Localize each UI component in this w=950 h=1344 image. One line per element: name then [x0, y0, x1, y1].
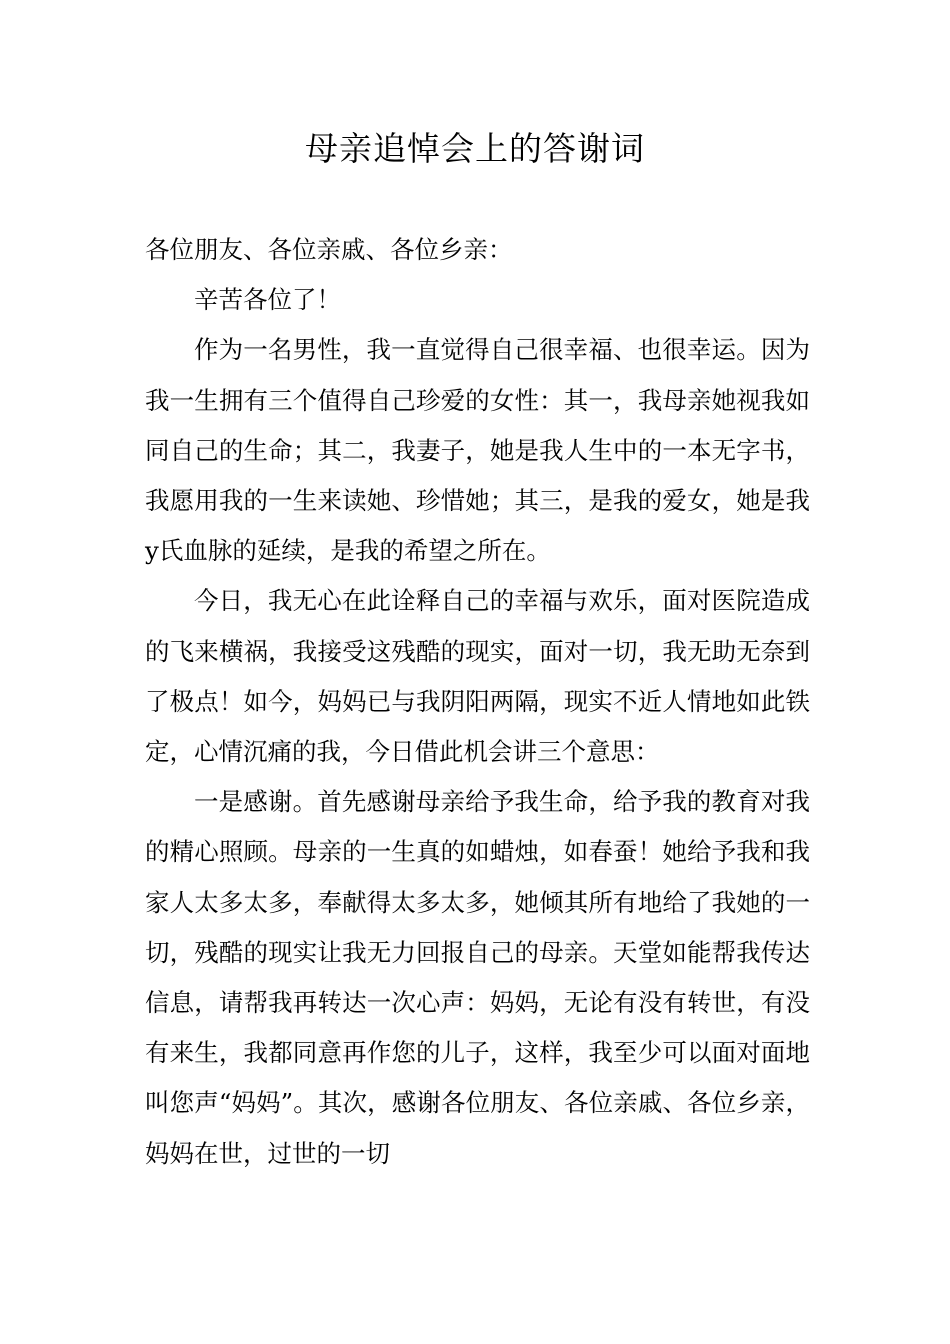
document-body: [145, 225, 810, 1179]
salutation: 各位朋友、各位亲戚、各位乡亲：: [145, 235, 513, 264]
paragraph-today: 今日，我无心在此诠释自己的幸福与欢乐，面对医院造成的飞来横祸，我接受这残酷的现实，面对一切，我无助无奈到了极点！如今，妈妈已与我阴阳两隔，现实不近人情地如此铁定，心情沉痛的我，今日借此机会讲三个意思：: [145, 586, 810, 767]
document-title: 母亲追悼会上的答谢词: [305, 129, 645, 168]
paragraph-thanks: 一是感谢。首先感谢母亲给予我生命，给予我的教育对我的精心照顾。母亲的一生真的如蜡烛，如春蚕！她给予我和我家人太多太多，奉献得太多太多，她倾其所有地给了我她的一切，残酷的现实让我无力回报自己的母亲。天堂如能帮我传达信息，请帮我再转达一次心声：妈妈，无论有没有转世，有没有来生，我都同意再作您的儿子，这样，我至少可以面对面地叫您声“妈妈”。其次，感谢各位朋友、各位亲戚、各位乡亲，妈妈在世，过世的一切: [145, 787, 810, 1168]
paragraph-greeting: 辛苦各位了！: [194, 285, 341, 315]
paragraph-three-women: 作为一名男性，我一直觉得自己很幸福、也很幸运。因为我一生拥有三个值得自己珍爱的女性：其一，我母亲她视我如同自己的生命；其二，我妻子，她是我人生中的一本无字书，我愿用我的一生来读她、珍惜她；其三，是我的爱女，她是我y氏血脉的延续，是我的希望之所在。: [145, 335, 810, 566]
